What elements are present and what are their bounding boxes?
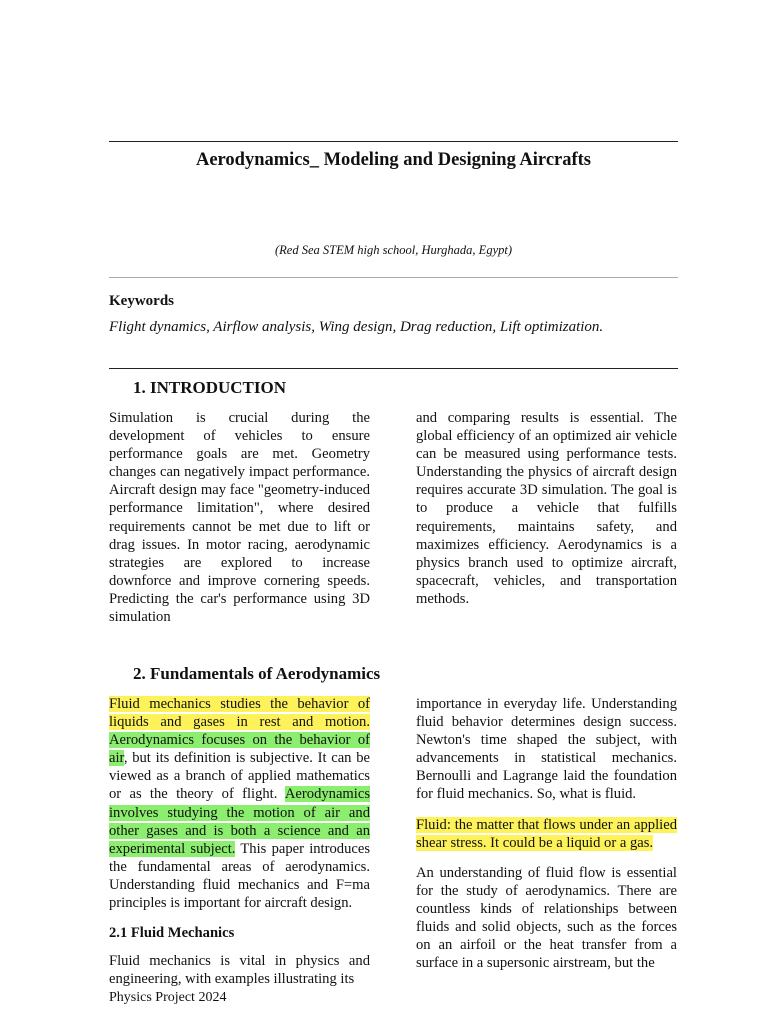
section-1-heading: 1. INTRODUCTION — [133, 378, 287, 397]
fluid-mechanics-paragraph: Fluid mechanics is vital in physics and engineering, with examples illustrating its — [109, 953, 370, 988]
affiliation: (Red Sea STEM high school, Hurghada, Egypt) — [275, 243, 512, 257]
section-1-left-column — [109, 409, 370, 638]
affiliation-rule — [109, 277, 678, 278]
fluid-definition — [416, 816, 677, 852]
keywords-heading: Keywords — [109, 293, 174, 309]
page-footer: Physics Project 2024 — [109, 990, 227, 1005]
intro-paragraph-right: and comparing results is essential. The global efficiency of an optimized air vehicle can be measured using performance tests. Understanding the physics of aircraft design requires accurate 3D simulation. The goal is to produce a vehicle that fulfills requirements, maintains safety, and maximizes efficiency. Aerodynamics is a physics branch used to optimize aircraft, spacecraft, vehicles, and transportation methods. — [416, 410, 677, 607]
top-rule — [109, 141, 678, 142]
section-2-heading: 2. Fundamentals of Aerodynamics — [133, 664, 381, 683]
fundamentals-paragraph — [109, 695, 370, 912]
keywords-text: Flight dynamics, Airflow analysis, Wing design, Drag reduction, Lift optimization. — [109, 319, 604, 335]
section-1-right-column — [416, 409, 677, 620]
section-2-right-column — [416, 695, 677, 984]
paper-title: Aerodynamics_ Modeling and Designing Aircrafts — [195, 150, 592, 170]
fluid-history-paragraph: importance in everyday life. Understanding fluid behavior determines design success. Newton's time shaped the subject, with advancements in statistical mechanics. Bernoulli and Lagrange laid the foundation for fluid mechanics. So, what is fluid. — [416, 696, 677, 803]
highlight-aerodynamics-focus: Aerodynamics focuses on the behavior of air — [109, 732, 370, 767]
keywords-rule — [109, 368, 678, 369]
highlight-fluid-mechanics: Fluid mechanics studies the behavior of liquids and gases in rest and motion. — [109, 696, 370, 731]
fundamentals-text-2: This paper introduces the fundamental areas of aerodynamics. Understanding fluid mechanics and F=ma principles is important for aircraft design. — [109, 840, 371, 912]
intro-paragraph-left: Simulation is crucial during the development of vehicles to ensure performance goals are met. Geometry changes can negatively impact performance. Aircraft design may face "geometry-induced performance limitation", where desired requirements cannot be met due to lift or drag issues. In motor racing, aerodynamic strategies are explored to increase downforce and improve cornering speeds. Predicting the car's performance using 3D simulation — [109, 410, 370, 626]
highlight-aerodynamics-definition: Aerodynamics involves studying the motion of air and other gases and is both a science and an experimental subject. — [109, 786, 370, 857]
section-2-left-column — [109, 695, 370, 1000]
fundamentals-text-1: , but its definition is subjective. It can be viewed as a branch of applied mathematics or as the theory of flight. — [109, 750, 370, 803]
fluid-flow-paragraph: An understanding of fluid flow is essential for the study of aerodynamics. There are countless kinds of relationships between fluids and solid objects, such as the forces on an airfoil or the heat transfer from a surface in a supersonic airstream, but the — [416, 864, 677, 972]
subsection-2-1-heading: 2.1 Fluid Mechanics — [109, 925, 235, 942]
highlight-fluid-definition: Fluid: the matter that flows under an applied shear stress. It could be a liquid or a gas. — [416, 816, 677, 851]
